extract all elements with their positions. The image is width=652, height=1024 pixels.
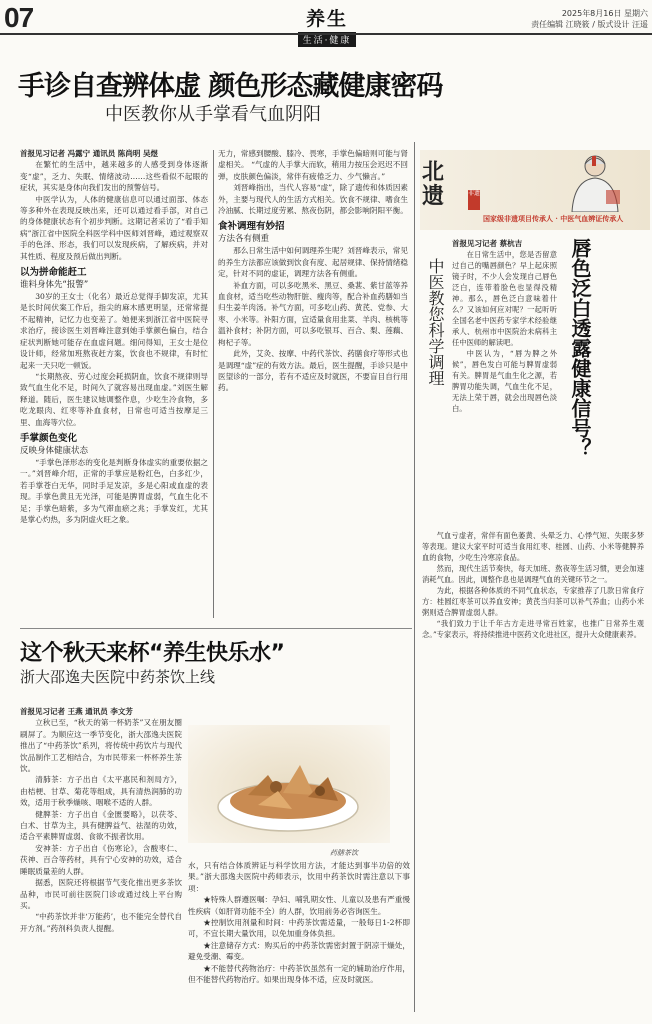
paragraph: 据悉，医院还将根据节气变化推出更多茶饮品种，市民可前往医院门诊或通过线上平台购买。 bbox=[20, 878, 182, 910]
article2-column-1 bbox=[20, 706, 182, 1010]
section-title: 养生 bbox=[305, 8, 348, 30]
paragraph: 清肺茶：方子出自《太平惠民和剂局方》，由桔梗、甘草、菊花等组成，具有清热润肺的功效，适用于秋季燥咳、咽喉不适的人群。 bbox=[20, 775, 182, 808]
sidebar-banner-text: 国家级非遗项目传承人 · 中医气血辨证传承人 bbox=[483, 214, 624, 223]
paragraph: 然而，现代生活节奏快，每天加班、熬夜等生活习惯，更会加速消耗气血。因此，调整作息也是调理气血的关键环节之一。 bbox=[422, 564, 644, 584]
expert-portrait-illustration bbox=[560, 150, 630, 212]
paragraph: ★不能替代药物治疗：中药茶饮虽然有一定的辅助治疗作用，但不能替代药物治疗。如果出现身体不适，应及时就医。 bbox=[188, 963, 410, 985]
paragraph: “中药茶饮并非‘万能药’，也不能完全替代自开方剂。”药剂科负责人提醒。 bbox=[20, 912, 182, 933]
header-rule bbox=[0, 33, 652, 35]
paragraph: 中医学认为，人体的健康信息可以通过面部、体态等多种外在表现反映出来，还可以通过看手部，对自己的身体健康状态有个初步判断。这期记者采访了“看手知病”浙江省中医院全科医学科中医师刘晋峰，通过观察双手的色泽、形态，我们可以发现疾病，了解疾病，并对其性质、程度及预后做出判断。 bbox=[20, 194, 208, 261]
article1-column-1 bbox=[20, 148, 208, 620]
paragraph: 那么日常生活中如何调理养生呢？刘晋峰表示，常见的养生方法都应该做到饮食有度、起居规律、保持情绪稳定，针对不同的虚证，调理方法各有侧重。 bbox=[218, 246, 408, 279]
article2-byline: 首报见习记者 王燕 通讯员 李文芳 bbox=[20, 707, 133, 716]
herbal-tea-illustration bbox=[188, 725, 390, 843]
herbal-tea-photo bbox=[188, 725, 390, 843]
section-heading: 以为拼命能赶工 bbox=[20, 267, 87, 279]
column-divider bbox=[213, 150, 214, 618]
paragraph: 气血亏虚者，常伴有面色萎黄、头晕乏力、心悸气短、失眠多梦等表现。建议大家平时可适当食用红枣、桂圆、山药、小米等健脾养血的食物，少吃生冷寒凉食品。 bbox=[422, 531, 644, 562]
paragraph: 在日常生活中，您是否留意过自己的嘴唇颜色？早上起床照镜子时，不少人会发现自己唇色泛白，连带着脸色也显得没精神。那么，唇色泛白意味着什么？又该如何应对呢？一起听听全国名老中医药专家学术经验继承人、杭州市中医院治未病科主任中医师的解读吧。 bbox=[452, 250, 557, 347]
paragraph: ★注意储存方式：购买后的中药茶饮需密封置于阴凉干燥处，避免受潮、霉变。 bbox=[188, 940, 410, 962]
paragraph: ★控制饮用剂量和时间：中药茶饮需适量，一般每日1-2杯即可，不宜长期大量饮用，以免加重身体负担。 bbox=[188, 918, 410, 939]
sidebar-divider bbox=[414, 142, 415, 1012]
paragraph: 30岁的王女士（化名）最近总觉得手脚发凉，尤其是长时间伏案工作后，指尖的麻木感更明显，还常常提不起精神，记忆力也变差了。她便来到浙江省中医院寻求治疗，接诊医生刘晋峰注意到她手掌颜色偏白，结合症状判断她可能存在血虚问题。细问得知，王女士是位设计师，经常加班熬夜赶方案，饮食也不规律，有时忙起来一天只吃一顿饭。 bbox=[20, 292, 208, 370]
sidebar-subheadline: 中医教您科学调理 bbox=[426, 258, 445, 386]
paragraph: 健脾茶：方子出自《金匮要略》，以茯苓、白术、甘草为主，具有健脾益气、祛湿的功效，适合平素脾胃虚弱、食欲不振者饮用。 bbox=[20, 809, 182, 842]
issue-date: 2025年8月16日 星期六 bbox=[561, 9, 648, 18]
article1-column-2 bbox=[218, 148, 408, 620]
sidebar-headline: 唇色泛白透露健康信号？ bbox=[568, 238, 592, 458]
paragraph: 补血方面，可以多吃黑米、黑豆、桑葚、紫甘蓝等养血食材，适当吃些动物肝脏、瘦肉等，配合补血药膳如当归生姜羊肉汤。补气方面，可多吃山药、黄芪、党参、大枣、小米等。补阳方面，宜适量食用韭菜、羊肉、核桃等温补食材；补阴方面，可以多吃银耳、百合、梨、莲藕、枸杞子等。 bbox=[218, 280, 408, 347]
section-masthead bbox=[298, 4, 356, 47]
paragraph: “手掌色泽形态的变化是判断身体虚实的重要依据之一。”刘晋峰介绍，正常的手掌应是粉红色，白多红少，若手掌苍白无华，同时手足发凉，多是心阳或血虚的表现。手掌色黄且无光泽，可能是脾胃虚弱，气血生化不足；手掌色暗紫，多为气滞血瘀之兆；手掌发红，尤其是掌心灼热，多为阴虚火旺之象。 bbox=[20, 457, 208, 524]
paragraph: 在繁忙的生活中，越来越多的人感受到身体逐渐变“虚”，乏力、失眠、情绪波动……这些看似不起眼的症状，其实是身体向我们发出的预警信号。 bbox=[20, 160, 208, 193]
article2-subheadline: 浙大邵逸夫医院中药茶饮上线 bbox=[20, 668, 216, 686]
seal-stamp: 非遗 bbox=[468, 190, 480, 210]
photo-caption: 药膳茶饮 bbox=[330, 849, 358, 857]
section-heading: 食补调理有妙招 bbox=[218, 221, 285, 233]
paragraph: 水，只有结合体质辨证与科学饮用方法，才能达到事半功倍的效果。”浙大邵逸夫医院中药师表示，饮用中药茶饮时需注意以下事项： bbox=[188, 861, 410, 893]
paragraph: “长期熬夜、劳心过度会耗损阴血，饮食不规律则导致气血生化不足，时间久了就容易出现血虚。”刘医生解释道。随后，医生建议她调整作息，少吃生冷食物，多吃龙眼肉、红枣等补血食材，日常也可适当按摩足三里、血海等穴位。 bbox=[20, 371, 208, 427]
article1-subheadline: 中医教你从手掌看气血阴阳 bbox=[105, 104, 321, 125]
paragraph: 安神茶：方子出自《伤寒论》，含酸枣仁、茯神、百合等药材，具有宁心安神的功效，适合睡眠质量差的人群。 bbox=[20, 843, 182, 876]
article1-headline: 手诊自查辨体虚 颜色形态藏健康密码 bbox=[18, 71, 443, 102]
paragraph: 刘晋峰指出，当代人容易“虚”，除了遗传和体质因素外，主要与现代人的生活方式相关。饮食不规律、嗜食生冷油腻、长期过度劳累、熬夜伤阴，都会影响阴阳平衡。 bbox=[218, 183, 408, 216]
paragraph: 立秋已至，“秋天的第一杯奶茶”又在朋友圈刷屏了。为顺应这一季节变化，浙大邵逸夫医院推出了“中药茶饮”系列，将传统中药饮片与现代饮品制作工艺相结合，为市民带来一杯杯养生茶饮。 bbox=[20, 718, 182, 774]
article1-byline: 首报见习记者 冯露宁 通讯员 陈尚明 吴煜 bbox=[20, 149, 158, 158]
sidebar-column-bottom bbox=[422, 530, 644, 1008]
article2-headline: 这个秋天来杯“养生快乐水” bbox=[20, 641, 285, 666]
page-header bbox=[0, 0, 652, 46]
editor-credit: 责任编辑 江晓筱 / 版式设计 汪遥 bbox=[531, 20, 648, 29]
article2-column-3 bbox=[188, 860, 410, 1010]
sidebar-column-top bbox=[452, 238, 557, 528]
sidebar-byline: 首报见习记者 蔡杭吉 bbox=[452, 239, 523, 248]
section-heading: 手掌颜色变化 bbox=[20, 432, 78, 444]
paragraph: “我们致力于让千年古方走进寻常百姓家，也推广日常养生观念。”专家表示，将持续推进中医药文化进社区，提升大众健康素养。 bbox=[422, 619, 644, 639]
section-subtitle: 生活·健康 bbox=[298, 32, 356, 47]
section-subheading: 谁料身体先“报警” bbox=[20, 280, 89, 291]
paragraph: 为此，根据各种体质的不同气血状态，专家推荐了几款日常食疗方：桂圆红枣茶可以养血安神；黄芪当归茶可以补气养血；山药小米粥则适合脾胃虚弱人群。 bbox=[422, 586, 644, 617]
article-divider bbox=[20, 628, 412, 629]
paragraph: 无力，常感到腰酸、膝冷、畏寒，手掌色偏暗则可能与肾虚相关。 “气虚的人手掌大而软，稍用力按压会迟迟不回弹，皮肤颜色偏淡，常伴有疲倦乏力、少气懒言。” bbox=[218, 149, 408, 181]
section-subheading: 方法各有侧重 bbox=[218, 234, 270, 245]
section-subheading: 反映身体健康状态 bbox=[20, 445, 89, 456]
paragraph: 中医认为，“唇为脾之外候”，唇色发白可能与脾胃虚弱有关。脾胃是气血生化之源，若脾胃功能失调，气血生化不足，无法上荣于唇，就会出现唇色淡白。 bbox=[452, 349, 557, 413]
paragraph: 此外，艾灸、按摩、中药代茶饮、药膳食疗等形式也是调理“虚”症的有效方法。最后，医生提醒，手诊只是中医望诊的一部分，若有不适应及时就医，不要盲目自行用药。 bbox=[218, 349, 408, 393]
page-number: 07 bbox=[4, 2, 34, 33]
paragraph: ★特殊人群遵医嘱：孕妇、哺乳期女性、儿童以及患有严重慢性疾病（如肝肾功能不全）的人群，饮用前务必咨询医生。 bbox=[188, 895, 410, 916]
sidebar-column-name: 北遗 bbox=[422, 159, 445, 209]
header-info bbox=[531, 8, 648, 30]
